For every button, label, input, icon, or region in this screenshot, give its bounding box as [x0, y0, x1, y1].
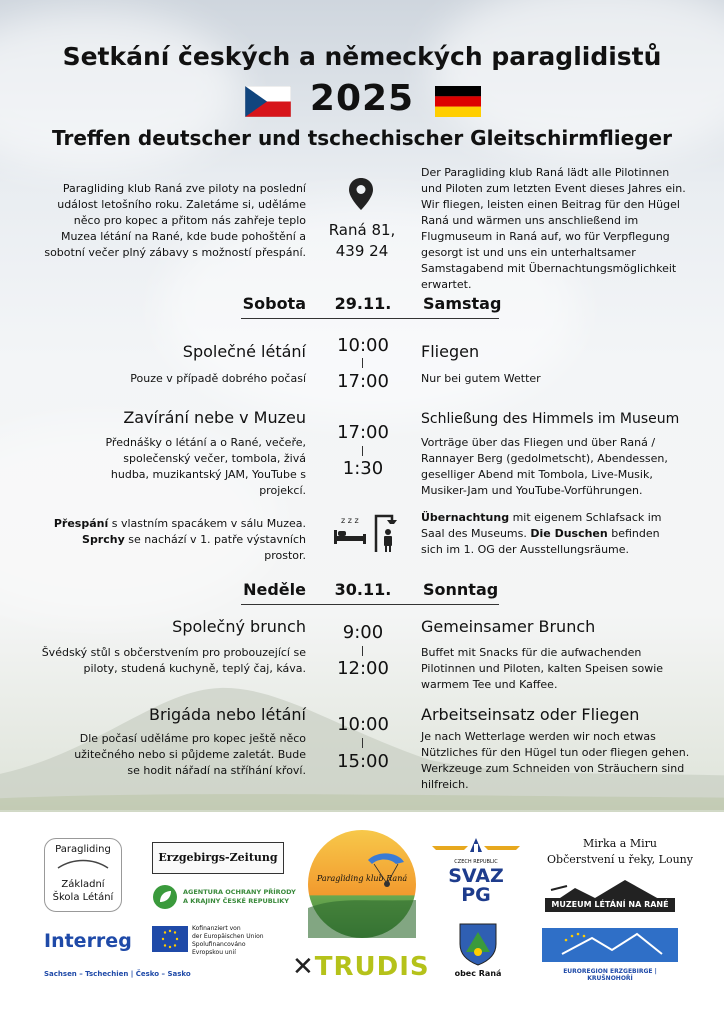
event-title-de: Arbeitseinsatz oder Fliegen — [421, 705, 640, 724]
sunday-label-cz: Neděle — [243, 580, 306, 599]
trudis-logo — [292, 952, 430, 982]
title-german: Treffen deutscher und tschechischer Gleitschirmflieger — [52, 126, 672, 150]
time-from: 9:00 — [342, 622, 384, 643]
sleep-bold-de: Übernachtung — [421, 511, 510, 524]
obec-coat-of-arms-icon — [458, 922, 498, 966]
saturday-label-de: Samstag — [423, 294, 502, 313]
obec-label: obec Raná — [454, 969, 502, 978]
bed-icon — [332, 514, 368, 550]
saturday-date: 29.11. — [334, 294, 392, 313]
address-zip: 439 24 — [335, 242, 389, 260]
time-from: 10:00 — [337, 335, 389, 356]
mirka-logo — [530, 836, 710, 868]
time-from: 17:00 — [337, 422, 389, 443]
time-to: 12:00 — [337, 658, 389, 679]
divider — [241, 604, 499, 605]
sunday-date: 30.11. — [334, 580, 392, 599]
eu-cofinance-text — [192, 925, 264, 957]
school-line1: Paragliding — [55, 844, 111, 855]
time-to: 17:00 — [337, 371, 389, 392]
time-connector — [362, 646, 363, 656]
event-title-cz: Zavírání nebe v Muzeu — [123, 408, 306, 427]
school-line2: Základní — [61, 879, 105, 890]
club-logo-text: Paragliding klub Raná — [316, 874, 408, 883]
address — [322, 220, 402, 262]
title-czech: Setkání českých a německých paraglidistů — [62, 42, 662, 71]
eu-flag-icon — [152, 926, 188, 952]
muzeum-label: MUZEUM LÉTÁNÍ NA RANÉ — [545, 898, 675, 912]
aopk-leaf-icon — [152, 884, 178, 910]
school-logo — [44, 838, 122, 912]
event-desc-cz: Přednášky o létání a o Rané, večeře, společenský večer, tombola, živá hudba, muzikantský JAM, YouTube s projekcí. — [105, 436, 306, 497]
eu-line2: der Europäischen Union — [192, 933, 264, 940]
sleep-bold: Přespání — [53, 517, 109, 530]
time-connector — [362, 446, 363, 456]
time-to: 1:30 — [342, 458, 384, 479]
lak-subtitle: CZECH REPUBLIC — [454, 859, 498, 865]
event-title-cz: Společné létání — [182, 342, 306, 361]
shower-bold: Sprchy — [82, 533, 125, 546]
event-desc-cz: Pouze v případě dobrého počasí — [130, 372, 306, 385]
sponsors-footer — [0, 812, 724, 1024]
trudis-text: TRUDIS — [314, 952, 430, 982]
divider — [241, 318, 499, 319]
interreg-subtitle: Sachsen – Tschechien | Česko – Sasko — [44, 970, 191, 978]
sleeping-info-de — [421, 510, 681, 558]
sleep-text: s vlastním spacákem v sálu Muzea. — [108, 517, 306, 530]
event-desc-de: Je nach Wetterlage werden wir noch etwas Nützliches für den Hügel tun oder fliegen gehen. Werkzeuge zum Schneiden von Sträuchern sind hilfreich. — [421, 730, 690, 791]
event-desc-de: Buffet mit Snacks für die aufwachenden Pilotinnen und Piloten, kalten Speisen sowie warmem Tee und Kaffee. — [421, 646, 664, 691]
aopk-text — [183, 888, 296, 906]
intro-czech: Paragliding klub Raná zve piloty na poslední událost letošního roku. Zaletáme si, uděláme něco pro kopec a přitom nás zahřeje teplo Muzea létání na Rané, kde bude pohoštění a sobotní večer plný zábavy s možností přespání. — [44, 182, 306, 259]
muzeum-logo — [545, 878, 675, 918]
event-title-cz: Společný brunch — [172, 617, 306, 636]
address-street: Raná 81, — [328, 221, 396, 239]
event-desc-cz: Švédský stůl s občerstvením pro probouzející se piloty, studená kuchyně, teplý čaj, káva. — [41, 646, 306, 675]
svaz-line2: PG — [461, 884, 491, 906]
svaz-line1: SVAZ — [448, 865, 504, 887]
time-connector — [362, 738, 363, 748]
aopk-line2: A KRAJINY ČESKÉ REPUBLIKY — [183, 897, 289, 905]
euroregion-label: EUROREGION ERZGEBIRGE | KRUŠNOHOŘÍ — [563, 968, 657, 982]
shower-text: se nachází v 1. patře výstavních prostor. — [124, 533, 306, 562]
event-desc-de: Nur bei gutem Wetter — [421, 372, 541, 385]
shower-text-de: befinden sich im 1. OG der Ausstellungsräume. — [421, 527, 660, 556]
mirka-line1: Mirka a Miru — [583, 837, 657, 850]
event-year: 2025 — [309, 78, 415, 119]
time-connector — [362, 358, 363, 368]
interreg-logo: Interreg — [44, 930, 132, 952]
eu-line4: Evropskou unií — [192, 949, 236, 956]
sleeping-info-cz — [40, 516, 306, 564]
event-title-de: Fliegen — [421, 342, 480, 361]
event-desc-cz: Dle počasí uděláme pro kopec ještě něco užitečného nebo si půjdeme zaletát. Bude se hodit nářadí na stříhání křoví. — [74, 732, 306, 777]
euroregion-logo-icon — [542, 928, 678, 962]
event-desc-de: Vorträge über das Fliegen und über Raná / Rannayer Berg (gedolmetscht), Abendessen, geselliger Abend mit Tombola, Live-Musik, Musiker-Jam und YouTube-Vorführungen. — [421, 436, 668, 497]
saturday-label-cz: Sobota — [242, 294, 306, 313]
zeitung-logo: Erzgebirgs-Zeitung — [152, 842, 284, 874]
sleep-text-de: mit eigenem Schlafsack im Saal des Museums. — [421, 511, 662, 540]
event-title-de: Gemeinsamer Brunch — [421, 617, 596, 636]
event-title-de: Schließung des Himmels im Museum — [421, 411, 680, 427]
german-flag-icon — [435, 86, 481, 117]
mirka-line2: Občerstvení u řeky, Louny — [547, 853, 693, 866]
shower-icon — [372, 512, 402, 556]
glider-icon — [53, 856, 113, 874]
time-from: 10:00 — [337, 714, 389, 735]
school-line3: Škola Létání — [52, 892, 114, 903]
shower-bold-de: Die Duschen — [530, 527, 608, 540]
eu-line1: Kofinanziert von — [192, 925, 241, 932]
event-title-cz: Brigáda nebo létání — [149, 705, 306, 724]
time-to: 15:00 — [337, 751, 389, 772]
zzz-text: z z z — [341, 516, 359, 525]
svaz-pg-logo — [428, 867, 524, 905]
location-pin-icon — [348, 177, 374, 215]
aopk-line1: AGENTURA OCHRANY PŘÍRODY — [183, 888, 296, 896]
intro-german: Der Paragliding klub Raná lädt alle Pilotinnen und Piloten zum letzten Event dieses Jahres ein. Wir fliegen, leisten einen Beitrag für den Hügel Raná und wärmen uns anschließend im Flugmuseum in Raná auf, wo für Verpflegung gesorgt ist und uns ein unterhaltsamer Samstagabend mit Übernachtungsmöglichkeit erwartet. — [421, 166, 686, 291]
paraglider-icon — [308, 830, 416, 938]
eu-line3: Spolufinancováno — [192, 941, 246, 948]
trudis-x-icon: ✕ — [292, 952, 315, 982]
club-logo — [308, 830, 416, 938]
sunday-label-de: Sonntag — [423, 580, 499, 599]
